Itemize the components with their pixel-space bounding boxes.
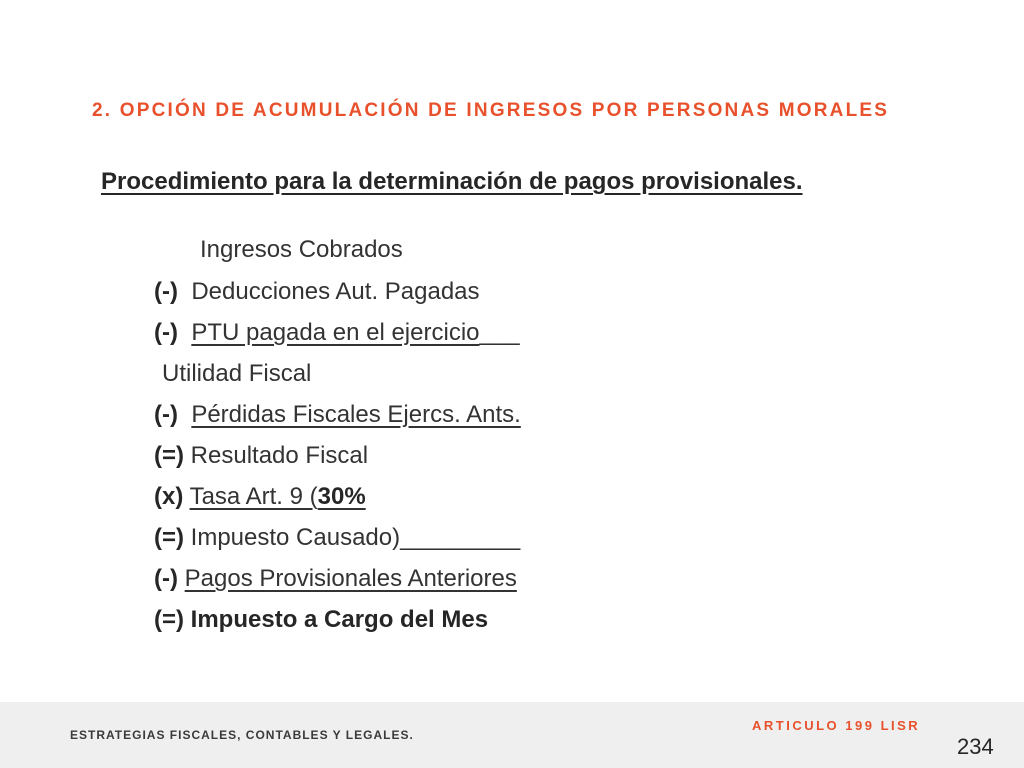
footer-bar [0,702,1024,768]
line-perdidas [154,401,521,429]
line-text: Tasa Art. 9 ( [189,483,318,510]
line-utilidad-fiscal [162,360,311,388]
line-text: Deducciones Aut. Pagadas [191,278,480,305]
line-impuesto-cargo [154,606,488,634]
operator: (-) [154,401,178,428]
line-text: Ingresos Cobrados [200,236,403,263]
operator: (-) [154,278,178,305]
line-text: Impuesto a Cargo del Mes [190,606,489,633]
operator: (x) [154,483,184,510]
line-trail: ___ [479,319,520,346]
operator: (=) [154,524,184,551]
slide-title: 2. OPCIÓN DE ACUMULACIÓN DE INGRESOS POR PERSONAS MORALES [92,100,890,121]
operator: (=) [154,442,184,469]
line-trail: _________ [400,524,521,551]
line-pagos-provisionales [154,565,517,593]
operator: (-) [154,565,178,592]
line-ingresos-cobrados [200,236,403,264]
line-tasa [154,483,366,511]
line-deducciones [154,278,480,306]
operator: (-) [154,319,178,346]
line-text: Utilidad Fiscal [162,360,312,387]
slide-subtitle: Procedimiento para la determinación de pagos provisionales. [101,168,803,195]
rate-value: 30% [317,483,366,510]
line-text: PTU pagada en el ejercicio [191,319,480,346]
footer-reference: ARTICULO 199 LISR [752,718,921,733]
line-text: Resultado Fiscal [190,442,369,469]
footer-company: ESTRATEGIAS FISCALES, CONTABLES Y LEGALES. [70,728,414,742]
line-impuesto-causado [154,524,520,552]
line-resultado-fiscal [154,442,368,470]
line-ptu [154,319,520,347]
operator: (=) [154,606,184,633]
line-text: Impuesto Causado) [190,524,401,551]
line-text: Pagos Provisionales Anteriores [184,565,517,592]
page-number: 234 [957,734,994,759]
line-text: Pérdidas Fiscales Ejercs. Ants. [191,401,521,428]
